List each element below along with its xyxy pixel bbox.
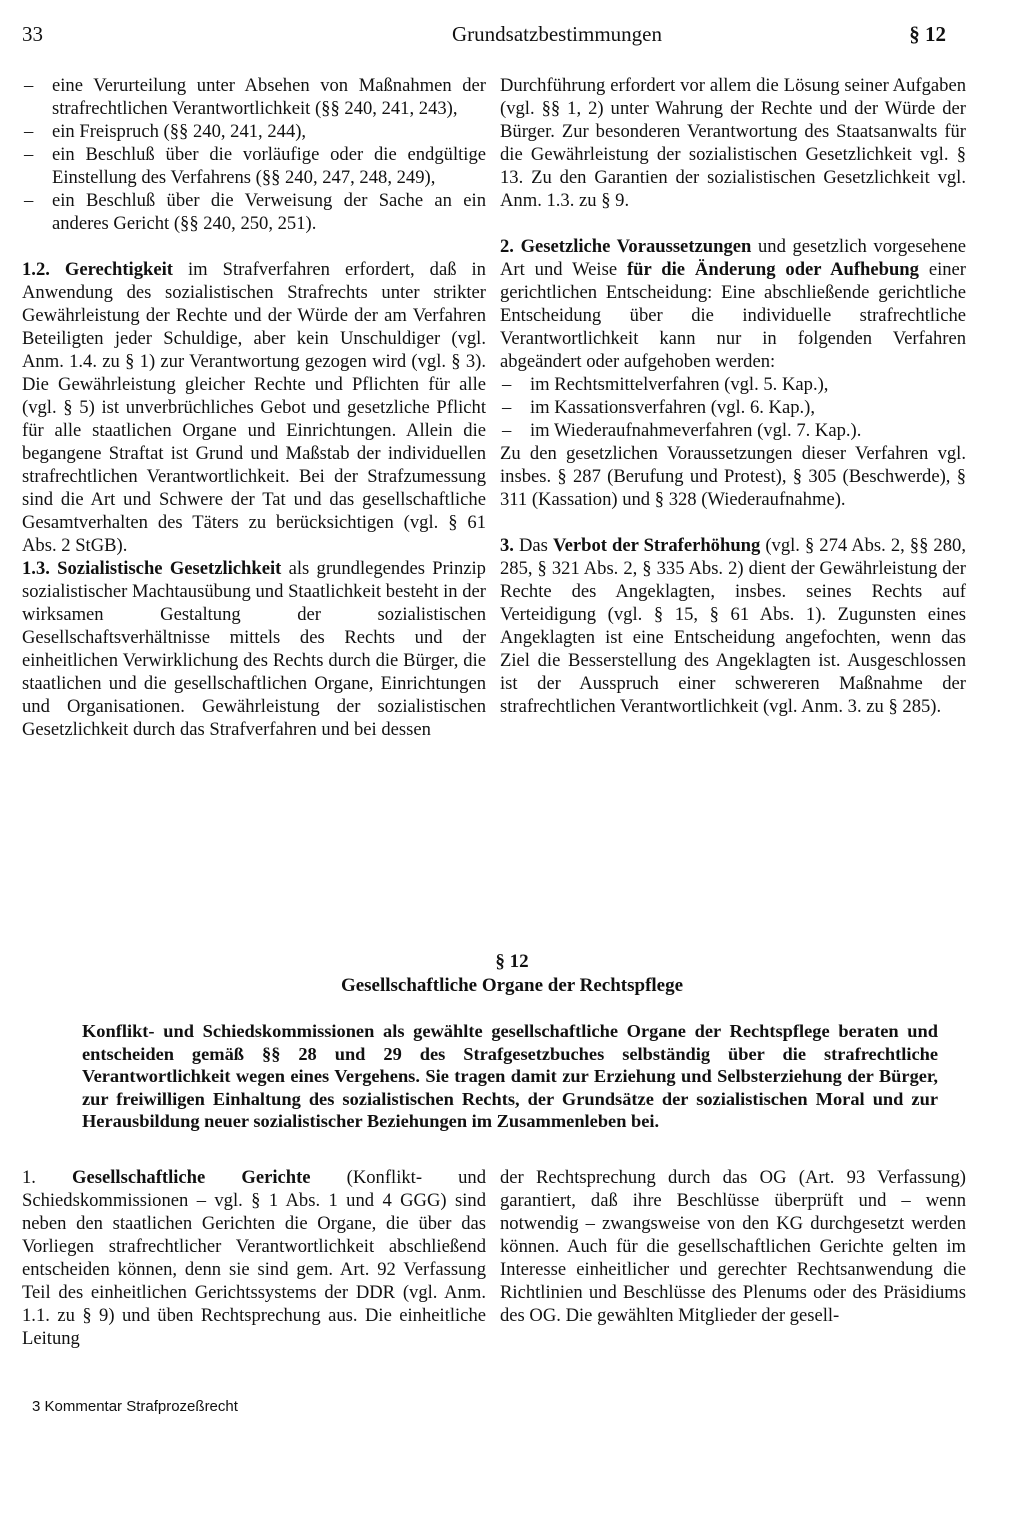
paragraph-text: als grundlegendes Prinzip sozialistischer Machtausübung und Staatlichkeit besteht in der wirksamen Gestaltung der sozialistischen Gesellschaftsverhältnisse mittels des Rechts und der einheitlichen Verwirklichung des Rechts durch die Bürger, die staatlichen und die gesellschaftlichen Organe, Einrichtungen und Organisationen. Gewährleistung der sozialistischen Gesetzlichkeit durch das Strafverfahren und bei dessen	[22, 558, 486, 740]
section-title: Gesellschaftliche Organe der Rechtspflege	[340, 975, 684, 996]
paragraph-text: und gesetzlich vorgesehene Art und Weise	[500, 236, 967, 280]
page-footer: 3 Kommentar Strafprozeßrecht	[32, 1398, 238, 1415]
paragraph-number: 1.2.	[22, 259, 50, 280]
paragraph-term: Gerechtigkeit	[64, 259, 173, 280]
paragraph-text: Das	[518, 535, 548, 556]
paragraph-text: im Strafverfahren erfordert, daß in Anwendung des sozialistischen Strafrechts unter strikter Gewährleistung der Rechte und der Würde der am Verfahren Beteiligten jeder Schuldige, aber kein Unschuldiger (vgl. Anm. 1.4. zu § 1) zur Verantwortung gezogen wird (vgl. § 3). Die Gewährleistung gleicher Rechte und Pflichten für alle (vgl. § 5) ist unverbrüchliches Gebot und gesetzliche Pflicht für alle staatlichen Organe und Einrichtungen. Allein die begangene Straftat ist Grund und Maßstab der individuellen strafrechtlichen Verantwortlichkeit. Bei der Strafzumessung sind die Art und Schwere der Tat und das gesellschaftliche Gesamtverhalten des Täters zu berücksichtigen (vgl. § 61 Abs. 2 StGB).	[22, 259, 486, 556]
list-item: – eine Verurteilung unter Absehen von Maßnahmen der strafrechtlichen Verantwortlichkeit (§§ 240, 241, 243),	[22, 74, 486, 120]
paragraph-term: Verbot der Straferhöhung	[552, 535, 761, 556]
section-summary: Konflikt- und Schiedskommissionen als gewählte gesellschaftliche Organe der Rechtspflege beraten und entscheiden gemäß §§ 28 und 29 des Strafgesetzbuches selbständig über die strafrechtliche Verantwortlichkeit wegen eines Vergehens. Sie tragen damit zur Erziehung und Selbsterziehung der Bürger, zur freiwilligen Einhaltung des sozialistischen Rechts, der Grundsätze der sozialistischen Moral und zur Herausbildung neuer sozialistischer Beziehungen im Zusammenleben bei.	[82, 1021, 938, 1131]
paragraph-number: 3.	[500, 535, 514, 556]
paragraph-1-3	[22, 557, 486, 741]
paragraph-text: (vgl. § 274 Abs. 2, §§ 280, 285, § 321 Abs. 2, § 335 Abs. 2) dient der Gewährleistung der Rechte des Angeklagten, insbes. seines Rechts auf Verteidigung (vgl. § 15, § 61 Abs. 1). Zugunsten eines Angeklagten ist eine Entscheidung angefochten, wenn das Ziel die Besserstellung des Angeklagten ist. Ausgeschlossen ist der Ausspruch einer schwereren Maßnahme der strafrechtlichen Verantwortlichkeit (vgl. Anm. 3. zu § 285).	[500, 535, 966, 717]
section-mark: § 12	[909, 22, 946, 46]
list-item: – im Wiederaufnahmeverfahren (vgl. 7. Kap.).	[500, 419, 966, 442]
paragraph-number: 1.3.	[22, 558, 50, 579]
running-title: Grundsatzbestimmungen	[452, 22, 662, 46]
paragraph-text: einer gerichtlichen Entscheidung: Eine abschließende gerichtliche Entscheidung über die individuelle strafrechtliche Verantwortlichkeit kann nur in folgenden Verfahren abgeändert oder aufgehoben werden:	[500, 259, 967, 372]
paragraph-1-2	[22, 258, 486, 557]
page-number: 33	[22, 22, 43, 46]
paragraph-2	[500, 235, 966, 373]
paragraph-1	[22, 1166, 486, 1350]
paragraph-term: Sozialistische Gesetzlichkeit	[57, 558, 282, 579]
paragraph-number: 1.	[22, 1167, 36, 1188]
top-right-column	[500, 74, 966, 718]
procedure-list	[500, 373, 966, 442]
paragraph-term: Gesellschaftliche Gerichte	[72, 1167, 311, 1188]
paragraph-term: für die Änderung oder Aufhebung	[626, 259, 919, 280]
paragraph-term: Gesetzliche Voraussetzungen	[520, 236, 752, 257]
section-number: § 12	[495, 951, 529, 972]
continuation-paragraph: der Rechtsprechung durch das OG (Art. 93 Verfassung) garantiert, daß ihre Beschlüsse überprüft und – wenn notwendig – zwangsweise von den KG durchgesetzt werden können. Auch für die gesellschaftlichen Gerichte gelten im Interesse einheitlicher und gerechter Rechtsanwendung die Richtlinien und Beschlüsse des Plenums oder des Präsidiums des OG. Die gewählten Mitglieder der gesell-	[500, 1167, 966, 1326]
paragraph-3	[500, 534, 966, 718]
continuation-paragraph: Durchführung erfordert vor allem die Lösung seiner Aufgaben (vgl. §§ 1, 2) unter Wahrung der Rechte und der Würde der Bürger. Zur besonderen Verantwortung des Staatsanwalts für die Gewährleistung der sozialistischen Gesetzlichkeit vgl. § 13. Zu den Garantien der sozialistischen Gesetzlichkeit vgl. Anm. 1.3. zu § 9.	[500, 75, 966, 211]
bottom-right-column	[500, 1166, 966, 1327]
top-left-column	[22, 74, 486, 741]
paragraph-number: 2.	[500, 236, 514, 257]
list-item: – im Rechtsmittelverfahren (vgl. 5. Kap.),	[500, 373, 966, 396]
paragraph-text: (Konflikt- und Schiedskommissionen – vgl. § 1 Abs. 1 und 4 GGG) sind neben den staatlichen Gerichten die Organe, die über das Vorliegen strafrechtlicher Verantwortlichkeit abschließend entscheiden können, denn sie sind gem. Art. 92 Verfassung Teil des einheitlichen Gerichtssystems der DDR (vgl. Anm. 1.1. zu § 9) und üben Rechtsprechung aus. Die einheitliche Leitung	[22, 1167, 486, 1349]
list-item: – ein Beschluß über die vorläufige oder die endgültige Einstellung des Verfahrens (§§ 240, 247, 248, 249),	[22, 143, 486, 189]
list-item: – ein Beschluß über die Verweisung der Sache an ein anderes Gericht (§§ 240, 250, 251).	[22, 189, 486, 235]
after-list-paragraph: Zu den gesetzlichen Voraussetzungen dieser Verfahren vgl. insbes. § 287 (Berufung und Protest), § 305 (Beschwerde), § 311 (Kassation) und § 328 (Wiederaufnahme).	[500, 443, 966, 510]
decision-list	[22, 74, 486, 235]
bottom-left-column	[22, 1166, 486, 1350]
section-heading	[0, 950, 1024, 998]
page-header	[22, 22, 1002, 56]
list-item: – im Kassationsverfahren (vgl. 6. Kap.),	[500, 396, 966, 419]
list-item: – ein Freispruch (§§ 240, 241, 244),	[22, 120, 486, 143]
